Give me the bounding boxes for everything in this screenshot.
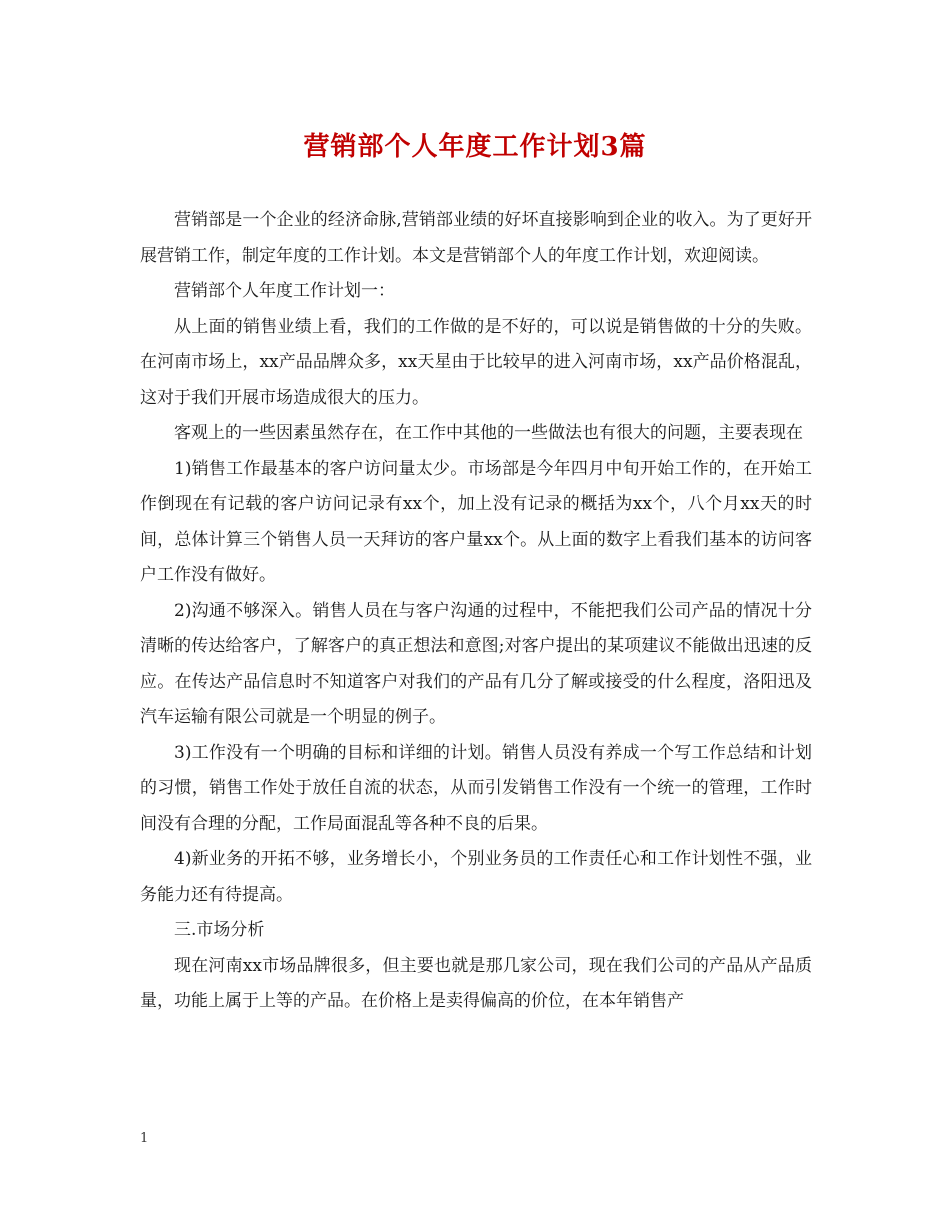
document-title: 营销部个人年度工作计划3篇 <box>303 132 647 162</box>
paragraph-item-1: 1)销售工作最基本的客户访问量太少。市场部是今年四月中旬开始工作的，在开始工作倒现在有记载的客户访问记录有xx个，加上没有记录的概括为xx个，八个月xx天的时间，总体计算三个销售人员一天拜访的客户量xx个。从上面的数字上看我们基本的访问客户工作没有做好。 <box>140 458 812 585</box>
paragraph-item-4: 4)新业务的开拓不够，业务增长小，个别业务员的工作责任心和工作计划性不强，业务能力还有待提高。 <box>140 849 812 905</box>
paragraph-intro: 营销部是一个企业的经济命脉,营销部业绩的好坏直接影响到企业的收入。为了更好开展营销工作，制定年度的工作计划。本文是营销部个人的年度工作计划，欢迎阅读。 <box>140 210 812 266</box>
paragraph-market-analysis: 现在河南xx市场品牌很多，但主要也就是那几家公司，现在我们公司的产品从产品质量，功能上属于上等的产品。在价格上是卖得偏高的价位，在本年销售产 <box>140 955 812 1011</box>
paragraph-item-3: 3)工作没有一个明确的目标和详细的计划。销售人员没有养成一个写工作总结和计划的习惯，销售工作处于放任自流的状态，从而引发销售工作没有一个统一的管理，工作时间没有合理的分配，工作局面混乱等各种不良的后果。 <box>140 742 812 834</box>
paragraph-problems-intro: 客观上的一些因素虽然存在，在工作中其他的一些做法也有很大的问题，主要表现在 <box>174 423 803 443</box>
page-number: 1 <box>140 1131 149 1146</box>
paragraph-market-analysis-heading: 三.市场分析 <box>174 920 265 940</box>
paragraph-sales-performance: 从上面的销售业绩上看，我们的工作做的是不好的，可以说是销售做的十分的失败。在河南市场上，xx产品品牌众多，xx天星由于比较早的进入河南市场，xx产品价格混乱，这对于我们开展市场造成很大的压力。 <box>140 316 812 408</box>
paragraph-section-heading: 营销部个人年度工作计划一： <box>174 281 395 301</box>
paragraph-item-2: 2)沟通不够深入。销售人员在与客户沟通的过程中，不能把我们公司产品的情况十分清晰的传达给客户，了解客户的真正想法和意图;对客户提出的某项建议不能做出迅速的反应。在传达产品信息时不知道客户对我们的产品有几分了解或接受的什么程度，洛阳迅及汽车运输有限公司就是一个明显的例子。 <box>140 600 812 727</box>
document-body <box>140 203 812 1020</box>
